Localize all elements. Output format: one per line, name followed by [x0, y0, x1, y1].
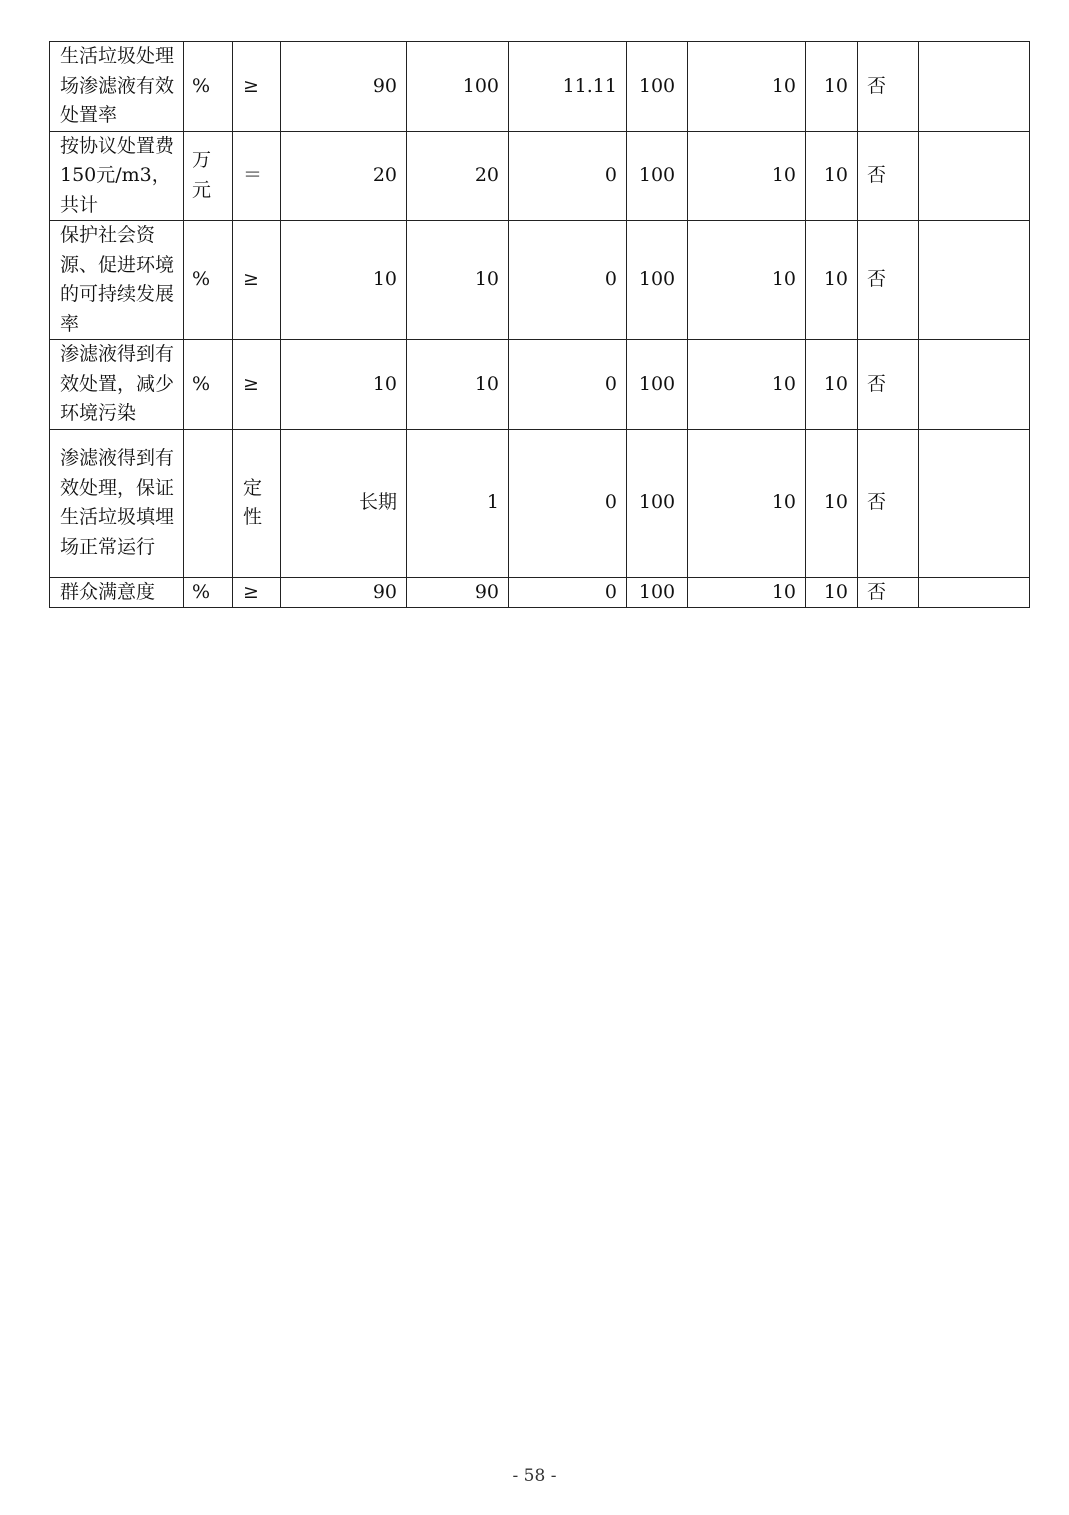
operator-cell: 定性 [233, 429, 281, 577]
completion-cell: 100 [627, 131, 688, 221]
completion-cell: 100 [627, 429, 688, 577]
remark-cell [919, 577, 1030, 608]
unit-cell: % [184, 577, 233, 608]
flag-cell: 否 [858, 221, 919, 340]
table-row [50, 221, 1030, 340]
page-number: - 58 - [512, 1466, 557, 1486]
indicator-name-cell: 渗滤液得到有效处置，减少环境污染 [50, 340, 184, 430]
table-row [50, 42, 1030, 132]
operator-cell: ≥ [233, 577, 281, 608]
target-value-cell: 10 [281, 221, 407, 340]
actual-value-cell: 20 [407, 131, 509, 221]
flag-cell: 否 [858, 340, 919, 430]
unit-cell: % [184, 340, 233, 430]
remark-cell [919, 340, 1030, 430]
actual-value-cell: 90 [407, 577, 509, 608]
weight-cell: 10 [688, 131, 806, 221]
table-row [50, 577, 1030, 608]
operator-cell: ≥ [233, 340, 281, 430]
score-cell: 10 [806, 42, 858, 132]
target-value-cell: 10 [281, 340, 407, 430]
remark-cell [919, 42, 1030, 132]
flag-cell: 否 [858, 42, 919, 132]
flag-cell: 否 [858, 131, 919, 221]
indicator-name-cell: 保护社会资源、促进环境的可持续发展率 [50, 221, 184, 340]
completion-cell: 100 [627, 340, 688, 430]
completion-cell: 100 [627, 42, 688, 132]
actual-value-cell: 100 [407, 42, 509, 132]
weight-cell: 10 [688, 221, 806, 340]
indicator-name-cell: 渗滤液得到有效处理，保证生活垃圾填埋场正常运行 [50, 429, 184, 577]
deviation-cell: 0 [509, 131, 627, 221]
deviation-cell: 11.11 [509, 42, 627, 132]
remark-cell [919, 131, 1030, 221]
indicator-name-cell: 群众满意度 [50, 577, 184, 608]
operator-cell: ≥ [233, 221, 281, 340]
unit-cell: 万元 [184, 131, 233, 221]
indicator-name-cell: 生活垃圾处理场渗滤液有效处置率 [50, 42, 184, 132]
table-row [50, 429, 1030, 577]
score-cell: 10 [806, 131, 858, 221]
completion-cell: 100 [627, 221, 688, 340]
actual-value-cell: 10 [407, 340, 509, 430]
score-cell: 10 [806, 577, 858, 608]
remark-cell [919, 221, 1030, 340]
performance-indicator-table [49, 41, 1030, 608]
target-value-cell: 长期 [281, 429, 407, 577]
target-value-cell: 20 [281, 131, 407, 221]
score-cell: 10 [806, 429, 858, 577]
indicator-name-cell: 按协议处置费150元/m3，共计 [50, 131, 184, 221]
actual-value-cell: 1 [407, 429, 509, 577]
operator-cell: ≥ [233, 42, 281, 132]
operator-cell: ＝ [233, 131, 281, 221]
weight-cell: 10 [688, 340, 806, 430]
score-cell: 10 [806, 221, 858, 340]
actual-value-cell: 10 [407, 221, 509, 340]
completion-cell: 100 [627, 577, 688, 608]
weight-cell: 10 [688, 429, 806, 577]
unit-cell: % [184, 221, 233, 340]
unit-cell: % [184, 42, 233, 132]
deviation-cell: 0 [509, 340, 627, 430]
weight-cell: 10 [688, 42, 806, 132]
deviation-cell: 0 [509, 577, 627, 608]
table-row [50, 340, 1030, 430]
weight-cell: 10 [688, 577, 806, 608]
flag-cell: 否 [858, 577, 919, 608]
target-value-cell: 90 [281, 42, 407, 132]
flag-cell: 否 [858, 429, 919, 577]
target-value-cell: 90 [281, 577, 407, 608]
remark-cell [919, 429, 1030, 577]
table-row [50, 131, 1030, 221]
deviation-cell: 0 [509, 221, 627, 340]
deviation-cell: 0 [509, 429, 627, 577]
unit-cell [184, 429, 233, 577]
score-cell: 10 [806, 340, 858, 430]
